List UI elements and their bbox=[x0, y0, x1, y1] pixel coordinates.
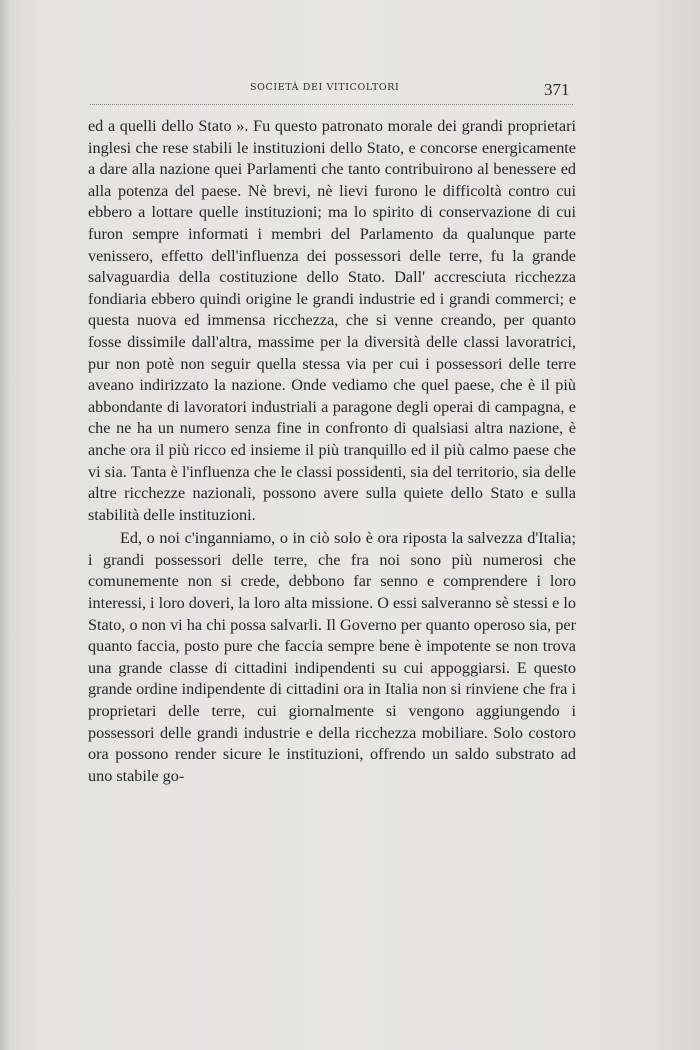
running-header-title: SOCIETÀ DEI VITICOLTORI bbox=[250, 82, 400, 93]
header-rule bbox=[90, 104, 573, 105]
paragraph-2: Ed, o noi c'inganniamo, o in ciò solo è ora riposta la salvezza d'Italia; i grandi possessori delle terre, che fra noi sono più numerosi che comunemente non si crede, debbono far senno e comprendere i loro interessi, i loro doveri, la loro alta missione. O essi salveranno sè stessi e lo Stato, o non vi ha chi possa salvarli. Il Governo per quanto operoso sia, per quanto faccia, posto pure che faccia sempre bene è impotente se non trova una grande classe di cittadini indipendenti su cui appoggiarsi. E questo grande ordine indipendente di cittadini ora in Italia non si rinviene che fra i proprietari delle terre, cui giornalmente si vengono aggiungendo i possessori delle grandi industrie e della ricchezza mobiliare. Solo costoro ora possono render sicure le instituzioni, offrendo un saldo substrato ad uno stabile go- bbox=[88, 529, 576, 785]
page-number: 371 bbox=[544, 80, 570, 99]
paragraph-1: ed a quelli dello Stato ». Fu questo patronato morale dei grandi proprietari inglesi che rese stabili le instituzioni dello Stato, e concorse energicamente a dare alla nazione quei Parlamenti che tanto contribuirono al benessere ed alla potenza del paese. Nè brevi, nè lievi furono le difficoltà contro cui ebbero a lottare quelle instituzioni; ma lo spirito di conservazione di cui furon sempre informati i membri del Parlamento da qualunque parte venissero, effetto dell'influenza dei possessori delle terre, fu la grande salvaguardia della costituzione dello Stato. Dall' accresciuta ricchezza fondiaria ebbero quindi origine le grandi industrie ed i grandi commerci; e questa nuova ed immensa ricchezza, che si venne creando, per quanto fosse dissimile dall'altra, massime per la diversità delle classi lavoratrici, pur non potè non seguir quella stessa via per cui i possessori delle terre aveano indirizzato la nazione. Onde vediamo che quel paese, che è il più abbondante di lavoratori industriali a paragone degli operai di campagna, e che ne ha un numero senza fine in confronto di qualsiasi altra nazione, è anche ora il più ricco ed insieme il più tranquillo ed il più calmo paese che vi sia. Tanta è l'influenza che le classi possidenti, sia del territorio, sia delle altre ricchezze nazionali, possono avere sulla quiete dello Stato e sulla stabilità delle instituzioni. bbox=[88, 117, 576, 524]
page-edge-shadow bbox=[0, 0, 10, 1050]
body-text bbox=[88, 116, 576, 787]
